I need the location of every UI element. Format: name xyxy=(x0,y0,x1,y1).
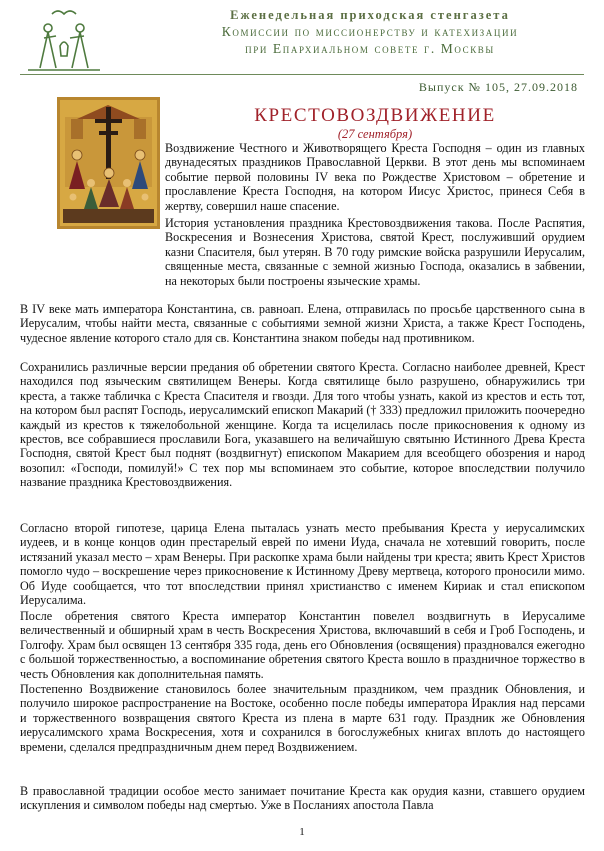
header-divider xyxy=(20,74,584,75)
paragraph-4: Сохранились различные версии предания об обретении святого Креста. Согласно наиболее древней, Крест находился под языческим святилищем Венеры. Когда святилище было разрушено, обнаружились три креста, а также табличка с Креста Спасителя и гвозди. Для того чтобы узнать, какой из крестов и есть тот, на котором был распят Господь, иерусалимский епископ Макарий († 333) предложил приложить поочередно каждый из крестов к тяжелобольной женщине. Когда та исцелилась после прикосновения к одному из крестов, все собравшиеся прославили Бога, указавшего на величайшую святыню Истинного Древа Креста Господня, святой Крест был поднят (воздвигнут) епископом Макарием для всеобщего обозрения и народ возопил: «Господи, помилуй!» С тех пор мы вспоминаем это событие, которое впоследствии получило название праздника Крестовоздвижения. xyxy=(20,360,585,490)
paragraph-1: Воздвижение Честного и Животворящего Креста Господня – один из главных двунадесятых праздников Православной Церкви. В этот день мы вспоминаем событие первой половины IV века по Рождестве Христовом – обретение и прославление Креста Господня, на котором Иисус Христос, принеся Себя в жертву, совершил наше спасение. xyxy=(165,141,585,213)
paragraph-7: Постепенно Воздвижение становилось более значительным праздником, чем праздник Обновления, и получило широкое распространение на Востоке, особенно после победы императора Ираклия над персами и торжественного возвращения святого Креста из плена в марте 631 году. Праздник же Обновления иерусалимского храма Воскресения, хотя и сохранился в богослужебных книгах вплоть до настоящего времени, сделался предпраздничным днем перед Воздвижением. xyxy=(20,682,585,754)
page-number: 1 xyxy=(299,826,305,838)
header-line-1: Еженедельная приходская стенгазета xyxy=(230,8,510,22)
header-line-3: при Епархиальном совете г. Москвы xyxy=(245,41,495,56)
paragraph-6: После обретения святого Креста император Константин повелел воздвигнуть в Иерусалиме величественный и обширный храм в честь Воскресения Христова, включавший в себя и Гроб Господень, и Голгофу. Храм был освящен 13 сентября 335 года, день его Обновления (освящения) праздновался ежегодно с большой торжественностью, а воспоминание обретения святого Креста вошло в праздничное торжество в честь Обновления как дополнительная память. xyxy=(20,609,585,681)
article-date: (27 сентября) xyxy=(337,127,413,141)
header-line-2: Комиссии по миссионерству и катехизации xyxy=(221,24,519,39)
newspaper-logo-icon xyxy=(22,6,106,74)
paragraph-2: История установления праздника Крестовоздвижения такова. После Распятия, Воскресения и Вознесения Христова, святой Крест, послуживший орудием казни Спасителя, был утерян. В 70 году римские войска разрушили Иерусалим, священные места, связанные с земной жизнью Господа, оказались в забвении, на некоторых были построены языческие храмы. xyxy=(165,216,585,288)
issue-label: Выпуск № 105, 27.09.2018 xyxy=(418,80,578,94)
exaltation-icon-image xyxy=(57,97,160,229)
paragraph-8: В православной традиции особое место занимает почитание Креста как орудия казни, ставшего орудием искупления и символом победы над смертью. Уже в Посланиях апостола Павла xyxy=(20,784,585,813)
masthead xyxy=(0,0,604,100)
paragraph-3: В IV веке мать императора Константина, св. равноап. Елена, отправилась по просьбе царственного сына в Иерусалим, чтобы найти места, связанные с событиями земной жизни Христа, а также Крест Господень, чудесное явление которого стало для св. Константина знаком победы над противником. xyxy=(20,302,585,345)
paragraph-5: Согласно второй гипотезе, царица Елена пыталась узнать место пребывания Креста у иерусалимских иудеев, и в конце концов один престарелый еврей по имени Иуда, сначала не хотевший говорить, после истязаний указал место – храм Венеры. При раскопке храма были найдены три креста; явить Крест Христов помогло чудо – воскрешение через прикосновение к Истинному Древу мертвеца, которого проносили мимо. Об Иуде сообщается, что тот впоследствии принял христианство с именем Кириак и стал епископом Иерусалима. xyxy=(20,521,585,608)
article-title: КРЕСТОВОЗДВИЖЕНИЕ xyxy=(254,105,496,126)
